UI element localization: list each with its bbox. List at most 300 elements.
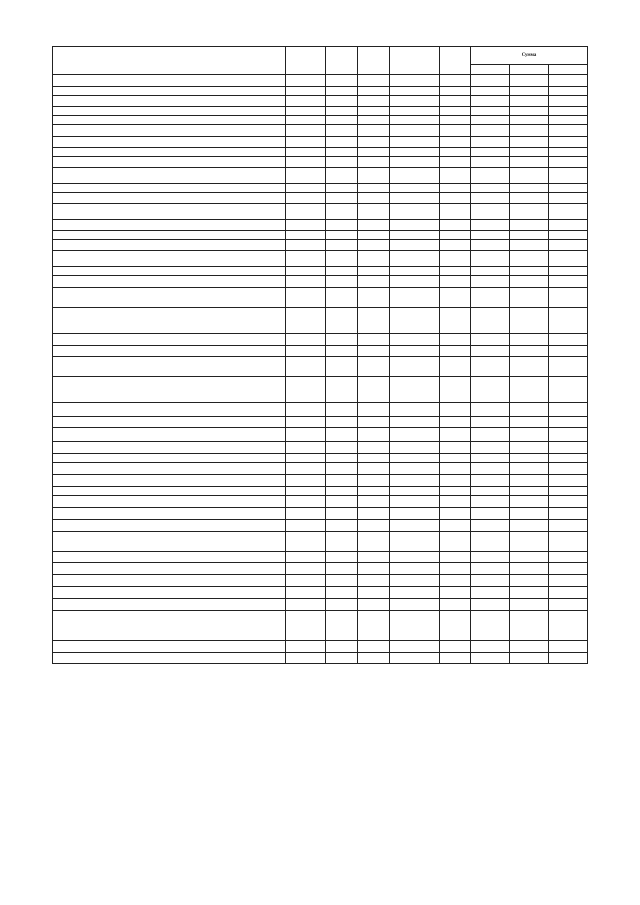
- cell-podr: [358, 653, 390, 664]
- cell-podr: [358, 463, 390, 475]
- cell-razd: [326, 463, 358, 475]
- cell-ved: [286, 611, 326, 641]
- cell-vr: [440, 552, 471, 563]
- cell-cst: [390, 532, 440, 552]
- cell-ved: [286, 587, 326, 599]
- cell-y3: [549, 641, 588, 653]
- cell-ved: [286, 137, 326, 148]
- cell-y1: [471, 641, 510, 653]
- cell-name: [53, 403, 286, 417]
- table-row: [53, 204, 588, 220]
- cell-name: [53, 575, 286, 587]
- cell-cst: [390, 96, 440, 107]
- cell-y3: [549, 288, 588, 308]
- cell-podr: [358, 346, 390, 357]
- cell-y2: [510, 563, 549, 575]
- cell-y2: [510, 157, 549, 168]
- cell-y1: [471, 308, 510, 334]
- cell-y2: [510, 204, 549, 220]
- table-row: [53, 496, 588, 508]
- cell-name: [53, 552, 286, 563]
- cell-podr: [358, 251, 390, 267]
- cell-razd: [326, 641, 358, 653]
- cell-vr: [440, 148, 471, 157]
- cell-cst: [390, 575, 440, 587]
- cell-y1: [471, 116, 510, 125]
- cell-y1: [471, 575, 510, 587]
- cell-name: [53, 288, 286, 308]
- cell-y2: [510, 520, 549, 532]
- cell-vr: [440, 454, 471, 463]
- cell-ved: [286, 641, 326, 653]
- cell-vr: [440, 288, 471, 308]
- cell-y3: [549, 475, 588, 487]
- cell-cst: [390, 116, 440, 125]
- cell-ved: [286, 125, 326, 137]
- cell-razd: [326, 346, 358, 357]
- cell-y2: [510, 116, 549, 125]
- cell-podr: [358, 575, 390, 587]
- cell-y3: [549, 587, 588, 599]
- cell-cst: [390, 428, 440, 442]
- cell-y2: [510, 148, 549, 157]
- cell-cst: [390, 75, 440, 87]
- cell-razd: [326, 75, 358, 87]
- cell-name: [53, 641, 286, 653]
- cell-ved: [286, 334, 326, 346]
- cell-razd: [326, 496, 358, 508]
- cell-razd: [326, 587, 358, 599]
- table-row: [53, 308, 588, 334]
- cell-podr: [358, 403, 390, 417]
- cell-razd: [326, 487, 358, 496]
- cell-name: [53, 563, 286, 575]
- cell-cst: [390, 487, 440, 496]
- cell-podr: [358, 107, 390, 116]
- cell-y1: [471, 107, 510, 116]
- cell-vr: [440, 377, 471, 403]
- cell-podr: [358, 288, 390, 308]
- table-row: [53, 75, 588, 87]
- cell-y2: [510, 653, 549, 664]
- cell-podr: [358, 454, 390, 463]
- cell-ved: [286, 168, 326, 184]
- cell-podr: [358, 417, 390, 428]
- cell-name: [53, 116, 286, 125]
- cell-vr: [440, 231, 471, 240]
- cell-vr: [440, 641, 471, 653]
- cell-podr: [358, 168, 390, 184]
- cell-razd: [326, 532, 358, 552]
- cell-y2: [510, 276, 549, 288]
- cell-podr: [358, 157, 390, 168]
- cell-y2: [510, 334, 549, 346]
- cell-y3: [549, 276, 588, 288]
- cell-y1: [471, 157, 510, 168]
- cell-vr: [440, 220, 471, 231]
- cell-podr: [358, 563, 390, 575]
- cell-y2: [510, 487, 549, 496]
- cell-y3: [549, 487, 588, 496]
- table-row: [53, 193, 588, 204]
- cell-cst: [390, 87, 440, 96]
- cell-razd: [326, 334, 358, 346]
- cell-ved: [286, 520, 326, 532]
- cell-y2: [510, 442, 549, 454]
- cell-ved: [286, 463, 326, 475]
- cell-razd: [326, 231, 358, 240]
- cell-cst: [390, 204, 440, 220]
- table-row: [53, 487, 588, 496]
- cell-y3: [549, 599, 588, 611]
- table-row: [53, 475, 588, 487]
- table-body: [53, 75, 588, 664]
- cell-name: [53, 220, 286, 231]
- cell-name: [53, 611, 286, 641]
- cell-y1: [471, 148, 510, 157]
- cell-y2: [510, 267, 549, 276]
- cell-y2: [510, 346, 549, 357]
- table-row: [53, 357, 588, 377]
- cell-y1: [471, 288, 510, 308]
- cell-podr: [358, 148, 390, 157]
- cell-cst: [390, 599, 440, 611]
- cell-y3: [549, 611, 588, 641]
- cell-y2: [510, 137, 549, 148]
- cell-cst: [390, 587, 440, 599]
- cell-ved: [286, 552, 326, 563]
- cell-podr: [358, 240, 390, 251]
- cell-ved: [286, 454, 326, 463]
- cell-cst: [390, 377, 440, 403]
- cell-ved: [286, 240, 326, 251]
- cell-y3: [549, 96, 588, 107]
- cell-razd: [326, 357, 358, 377]
- cell-y1: [471, 475, 510, 487]
- cell-y1: [471, 346, 510, 357]
- header-razd: [326, 47, 358, 75]
- cell-y2: [510, 308, 549, 334]
- cell-razd: [326, 107, 358, 116]
- cell-podr: [358, 75, 390, 87]
- cell-vr: [440, 168, 471, 184]
- cell-ved: [286, 231, 326, 240]
- cell-cst: [390, 496, 440, 508]
- cell-y2: [510, 87, 549, 96]
- table-row: [53, 463, 588, 475]
- cell-cst: [390, 611, 440, 641]
- cell-vr: [440, 308, 471, 334]
- cell-ved: [286, 442, 326, 454]
- cell-cst: [390, 357, 440, 377]
- cell-ved: [286, 157, 326, 168]
- cell-y1: [471, 487, 510, 496]
- cell-razd: [326, 563, 358, 575]
- cell-ved: [286, 75, 326, 87]
- table-row: [53, 334, 588, 346]
- cell-podr: [358, 334, 390, 346]
- cell-cst: [390, 552, 440, 563]
- cell-y2: [510, 168, 549, 184]
- cell-y2: [510, 611, 549, 641]
- cell-y3: [549, 334, 588, 346]
- cell-ved: [286, 403, 326, 417]
- cell-podr: [358, 377, 390, 403]
- cell-cst: [390, 442, 440, 454]
- cell-y3: [549, 240, 588, 251]
- cell-razd: [326, 220, 358, 231]
- cell-cst: [390, 463, 440, 475]
- cell-ved: [286, 563, 326, 575]
- cell-ved: [286, 532, 326, 552]
- cell-vr: [440, 653, 471, 664]
- cell-vr: [440, 587, 471, 599]
- table-row: [53, 220, 588, 231]
- cell-cst: [390, 475, 440, 487]
- cell-y2: [510, 575, 549, 587]
- cell-ved: [286, 267, 326, 276]
- cell-y2: [510, 193, 549, 204]
- cell-y3: [549, 428, 588, 442]
- cell-y2: [510, 125, 549, 137]
- cell-razd: [326, 251, 358, 267]
- cell-y2: [510, 532, 549, 552]
- cell-y1: [471, 587, 510, 599]
- cell-vr: [440, 193, 471, 204]
- table-row: [53, 267, 588, 276]
- cell-y1: [471, 403, 510, 417]
- cell-name: [53, 148, 286, 157]
- cell-vr: [440, 575, 471, 587]
- cell-y3: [549, 575, 588, 587]
- cell-cst: [390, 403, 440, 417]
- cell-name: [53, 204, 286, 220]
- cell-cst: [390, 454, 440, 463]
- cell-y3: [549, 403, 588, 417]
- cell-y3: [549, 496, 588, 508]
- cell-name: [53, 267, 286, 276]
- cell-vr: [440, 428, 471, 442]
- cell-razd: [326, 552, 358, 563]
- cell-podr: [358, 487, 390, 496]
- cell-razd: [326, 157, 358, 168]
- cell-y2: [510, 220, 549, 231]
- table-row: [53, 137, 588, 148]
- cell-vr: [440, 251, 471, 267]
- cell-cst: [390, 520, 440, 532]
- cell-podr: [358, 184, 390, 193]
- cell-ved: [286, 204, 326, 220]
- cell-name: [53, 587, 286, 599]
- cell-vr: [440, 116, 471, 125]
- cell-name: [53, 496, 286, 508]
- cell-name: [53, 520, 286, 532]
- table-row: [53, 157, 588, 168]
- cell-y3: [549, 520, 588, 532]
- cell-name: [53, 75, 286, 87]
- cell-cst: [390, 193, 440, 204]
- cell-y3: [549, 184, 588, 193]
- table-row: [53, 520, 588, 532]
- cell-y3: [549, 168, 588, 184]
- cell-razd: [326, 653, 358, 664]
- table-row: [53, 168, 588, 184]
- cell-name: [53, 87, 286, 96]
- cell-ved: [286, 148, 326, 157]
- cell-y1: [471, 653, 510, 664]
- header-name: [53, 47, 286, 75]
- cell-y1: [471, 463, 510, 475]
- cell-podr: [358, 508, 390, 520]
- table-row: [53, 288, 588, 308]
- cell-ved: [286, 288, 326, 308]
- cell-vr: [440, 357, 471, 377]
- table-row: [53, 575, 588, 587]
- cell-razd: [326, 288, 358, 308]
- cell-y2: [510, 184, 549, 193]
- cell-podr: [358, 193, 390, 204]
- cell-ved: [286, 508, 326, 520]
- cell-razd: [326, 276, 358, 288]
- table-row: [53, 240, 588, 251]
- cell-y3: [549, 148, 588, 157]
- cell-vr: [440, 442, 471, 454]
- cell-name: [53, 428, 286, 442]
- table-row: [53, 116, 588, 125]
- cell-ved: [286, 116, 326, 125]
- table-row: [53, 563, 588, 575]
- cell-podr: [358, 116, 390, 125]
- cell-y2: [510, 587, 549, 599]
- cell-name: [53, 377, 286, 403]
- cell-razd: [326, 204, 358, 220]
- cell-razd: [326, 508, 358, 520]
- table-row: [53, 148, 588, 157]
- cell-y1: [471, 276, 510, 288]
- cell-podr: [358, 220, 390, 231]
- cell-y1: [471, 168, 510, 184]
- cell-y1: [471, 75, 510, 87]
- cell-razd: [326, 475, 358, 487]
- table-row: [53, 231, 588, 240]
- table-row: [53, 87, 588, 96]
- cell-vr: [440, 417, 471, 428]
- cell-vr: [440, 599, 471, 611]
- cell-name: [53, 276, 286, 288]
- cell-ved: [286, 487, 326, 496]
- cell-y2: [510, 508, 549, 520]
- cell-cst: [390, 220, 440, 231]
- cell-ved: [286, 276, 326, 288]
- cell-razd: [326, 148, 358, 157]
- cell-y1: [471, 442, 510, 454]
- header-year-2: [510, 65, 549, 75]
- cell-y1: [471, 599, 510, 611]
- cell-razd: [326, 267, 358, 276]
- cell-y3: [549, 346, 588, 357]
- cell-vr: [440, 184, 471, 193]
- cell-y3: [549, 442, 588, 454]
- cell-y3: [549, 417, 588, 428]
- cell-y2: [510, 454, 549, 463]
- cell-cst: [390, 184, 440, 193]
- cell-name: [53, 463, 286, 475]
- cell-vr: [440, 125, 471, 137]
- header-cst: [390, 47, 440, 75]
- table-row: [53, 428, 588, 442]
- cell-y3: [549, 377, 588, 403]
- cell-y2: [510, 357, 549, 377]
- cell-cst: [390, 288, 440, 308]
- cell-vr: [440, 107, 471, 116]
- cell-y3: [549, 552, 588, 563]
- table-row: [53, 377, 588, 403]
- cell-y2: [510, 288, 549, 308]
- header-ved: [286, 47, 326, 75]
- cell-y2: [510, 463, 549, 475]
- cell-ved: [286, 220, 326, 231]
- cell-vr: [440, 611, 471, 641]
- cell-vr: [440, 475, 471, 487]
- cell-y1: [471, 220, 510, 231]
- cell-vr: [440, 563, 471, 575]
- cell-y1: [471, 87, 510, 96]
- cell-ved: [286, 599, 326, 611]
- cell-podr: [358, 599, 390, 611]
- cell-cst: [390, 157, 440, 168]
- cell-vr: [440, 87, 471, 96]
- cell-podr: [358, 267, 390, 276]
- cell-name: [53, 157, 286, 168]
- cell-vr: [440, 137, 471, 148]
- cell-vr: [440, 403, 471, 417]
- cell-vr: [440, 334, 471, 346]
- cell-ved: [286, 346, 326, 357]
- cell-name: [53, 442, 286, 454]
- table-row: [53, 442, 588, 454]
- cell-ved: [286, 96, 326, 107]
- cell-name: [53, 357, 286, 377]
- cell-cst: [390, 125, 440, 137]
- cell-y2: [510, 428, 549, 442]
- cell-y3: [549, 157, 588, 168]
- table-row: [53, 653, 588, 664]
- cell-cst: [390, 231, 440, 240]
- cell-cst: [390, 653, 440, 664]
- cell-podr: [358, 552, 390, 563]
- cell-podr: [358, 442, 390, 454]
- cell-cst: [390, 334, 440, 346]
- table-row: [53, 251, 588, 267]
- cell-y2: [510, 240, 549, 251]
- cell-razd: [326, 116, 358, 125]
- cell-razd: [326, 377, 358, 403]
- cell-y1: [471, 334, 510, 346]
- cell-y2: [510, 75, 549, 87]
- cell-y3: [549, 116, 588, 125]
- cell-y1: [471, 532, 510, 552]
- cell-ved: [286, 417, 326, 428]
- cell-y2: [510, 552, 549, 563]
- table-row: [53, 611, 588, 641]
- cell-name: [53, 487, 286, 496]
- cell-y1: [471, 184, 510, 193]
- cell-ved: [286, 193, 326, 204]
- cell-y1: [471, 137, 510, 148]
- cell-name: [53, 454, 286, 463]
- cell-y1: [471, 204, 510, 220]
- cell-cst: [390, 148, 440, 157]
